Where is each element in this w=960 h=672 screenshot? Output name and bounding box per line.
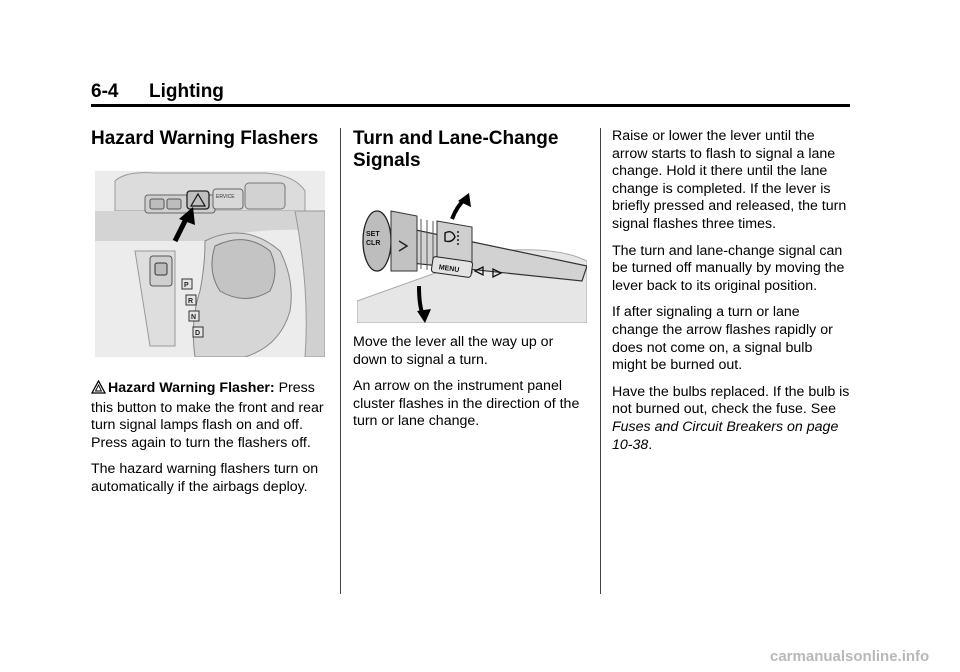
bulb-burned-para: If after signaling a turn or lane change the arrow flashes rapidly or does not come on, a signal bulb might be burned out. — [612, 304, 833, 374]
watermark: carmanualsonline.info — [770, 648, 930, 665]
column-divider-2 — [600, 128, 601, 594]
turn-signal-lever-figure — [357, 191, 587, 323]
service-label: ERVICE — [216, 194, 235, 200]
header-rule — [91, 104, 850, 107]
hazard-airbag-para: The hazard warning flashers turn on automatically if the airbags deploy. — [91, 461, 319, 495]
hazard-button-figure — [95, 171, 325, 357]
gear-r: R — [188, 298, 194, 305]
lane-change-para: Raise or lower the lever until the arrow starts to flash to signal a lane change. Hold it there until the lane change is completed. If the lever is briefly pressed and released, the turn signal flashes three times. — [612, 128, 847, 232]
hazard-triangle-icon — [91, 380, 106, 400]
signal-off-para: The turn and lane-change signal can be turned off manually by moving the lever back to its original position. — [612, 242, 845, 294]
replace-bulbs-period: . — [648, 436, 653, 453]
lever-set-label: SET — [366, 231, 380, 238]
turn-signal-text — [353, 334, 589, 440]
turn-signal-para1: Move the lever all the way up or down to signal a turn. — [353, 334, 554, 368]
column-turn-signals-continued — [612, 128, 850, 463]
hazard-warning-para — [91, 380, 327, 452]
lever-clr-label: CLR — [366, 240, 381, 247]
heading-hazard-warning-flashers: Hazard Warning Flashers — [91, 128, 319, 149]
column-divider-1 — [340, 128, 341, 594]
page-number: 6-4 — [91, 81, 119, 102]
menu-label: MENU — [438, 264, 460, 275]
replace-bulbs-text: Have the bulbs replaced. If the bulb is not burned out, check the fuse. See — [612, 383, 850, 418]
section-title: Lighting — [149, 81, 224, 102]
turn-signal-para2: An arrow on the instrument panel cluster flashes in the direction of the turn or lane change. — [353, 378, 580, 430]
hazard-warning-title: Hazard Warning Flasher: — [108, 380, 275, 396]
replace-bulbs-para — [612, 384, 850, 454]
heading-turn-lane-change: Turn and Lane-Change Signals — [353, 128, 559, 171]
hazard-warning-text: Press this button to make the front and rear turn signal lamps flash on and off. Press again to turn the flashers off. — [91, 380, 324, 451]
gear-n: N — [191, 314, 197, 321]
gear-p: P — [184, 282, 189, 289]
fuses-reference-link[interactable]: Fuses and Circuit Breakers on page 10-38 — [612, 418, 839, 453]
page-header — [91, 80, 850, 104]
hazard-text — [91, 380, 327, 506]
gear-d: D — [195, 330, 201, 337]
